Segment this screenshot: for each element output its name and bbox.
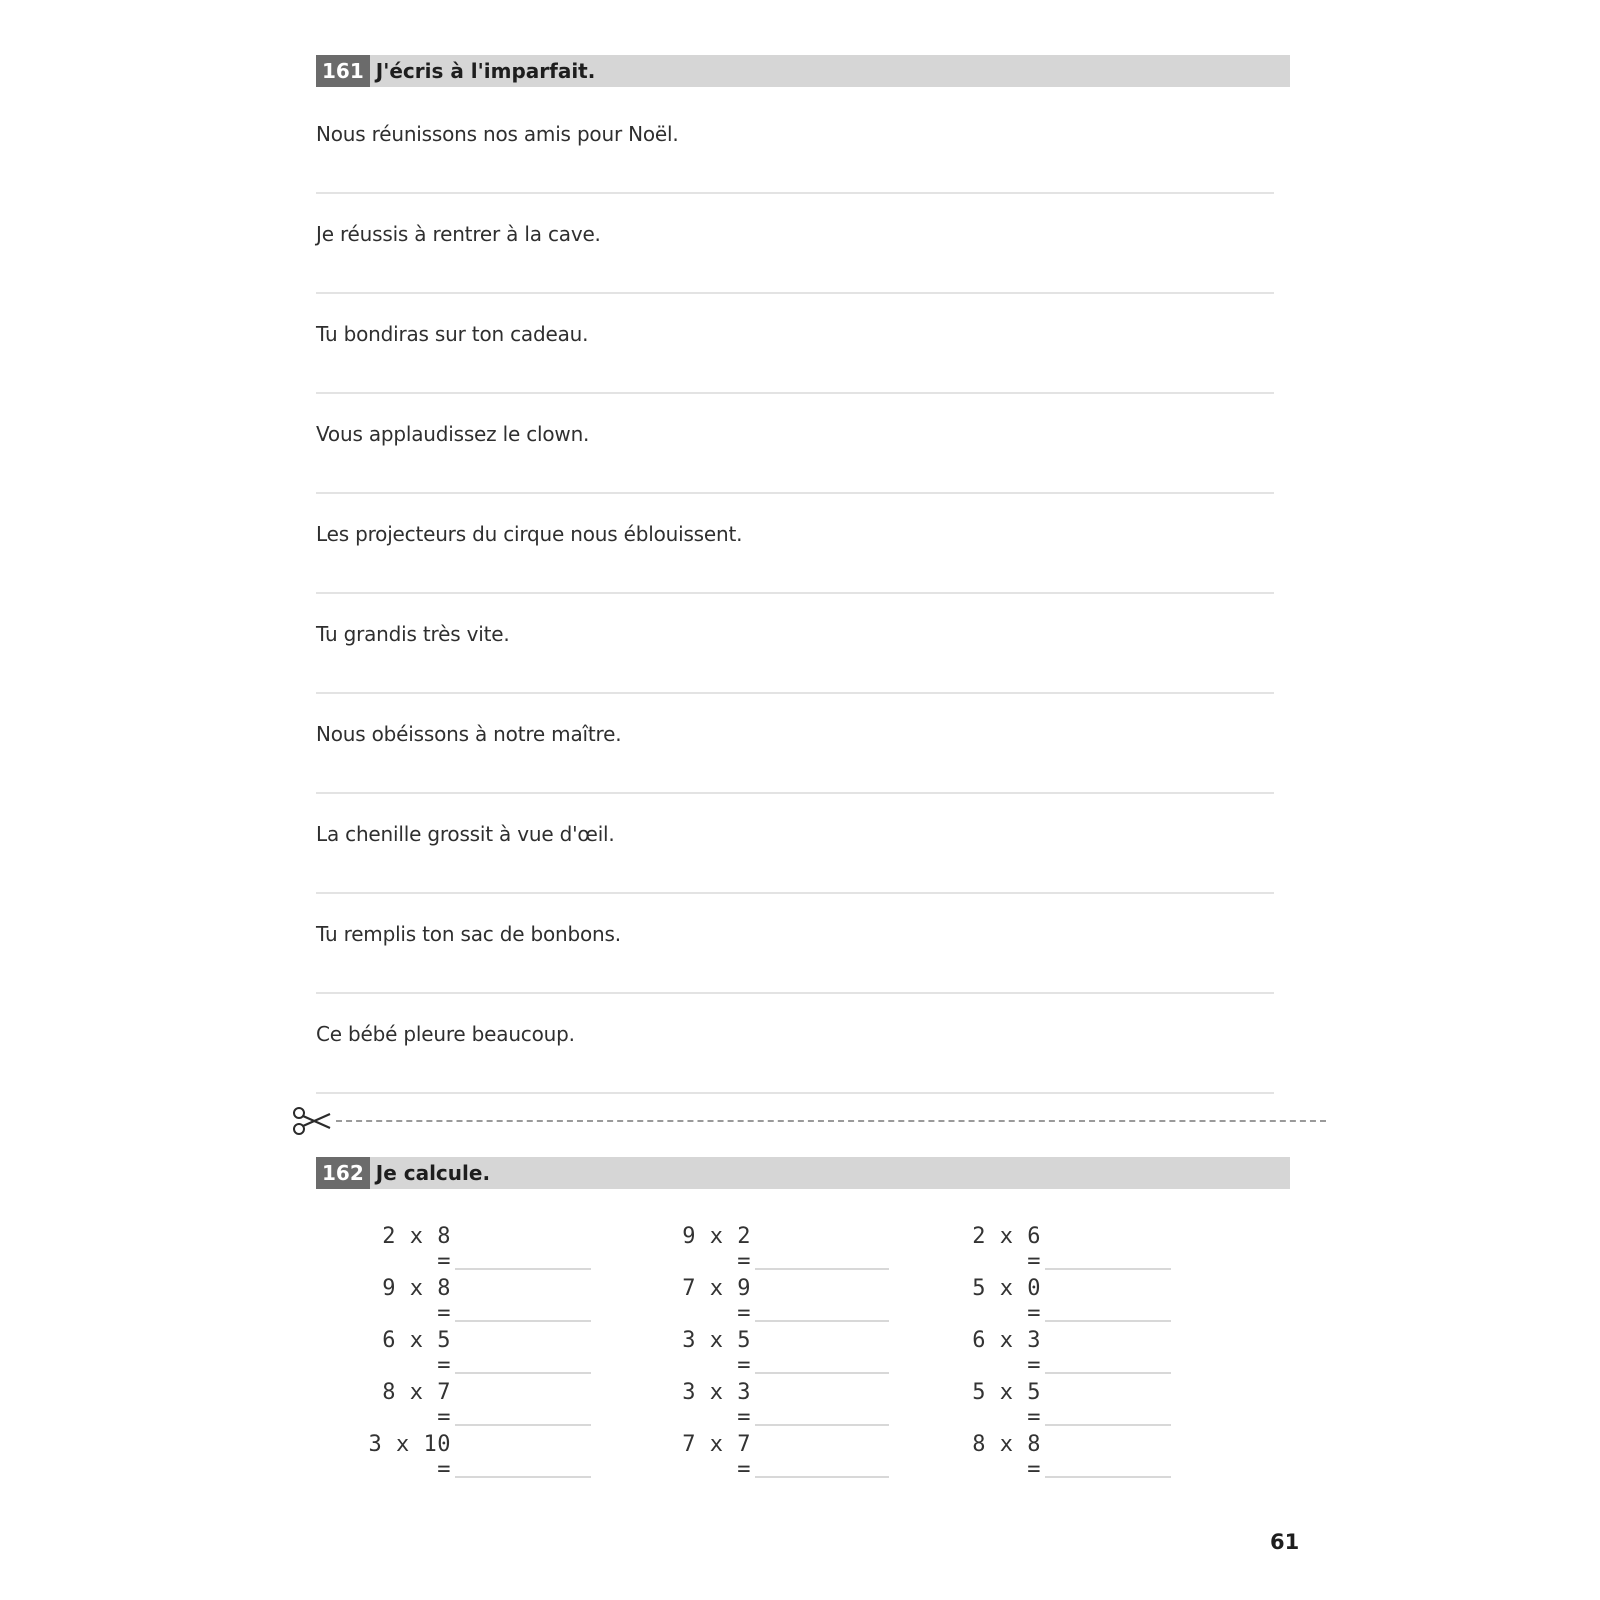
scissors-icon [290, 1106, 336, 1136]
calc-answer-line[interactable] [755, 1267, 889, 1270]
exercise-number: 161 [316, 55, 370, 87]
sentence-1: Nous réunissons nos amis pour Noël. [316, 122, 679, 146]
calc-item [946, 1276, 1171, 1326]
calc-expression: 7 x 9 = [682, 1276, 751, 1326]
calc-expression: 3 x 10 = [368, 1432, 451, 1482]
calc-item [656, 1432, 889, 1482]
dashed-cut-line [336, 1120, 1326, 1122]
calc-item [656, 1224, 889, 1274]
sentence-4: Vous applaudissez le clown. [316, 422, 590, 446]
calc-item [356, 1432, 591, 1482]
sentence-9: Tu remplis ton sac de bonbons. [316, 922, 621, 946]
calc-answer-line[interactable] [455, 1423, 591, 1426]
calc-expression: 5 x 5 = [972, 1380, 1041, 1430]
calc-answer-line[interactable] [455, 1319, 591, 1322]
answer-line-8[interactable] [316, 892, 1274, 894]
sentence-6: Tu grandis très vite. [316, 622, 510, 646]
calc-answer-line[interactable] [455, 1371, 591, 1374]
exercise-title: Je calcule. [375, 1161, 491, 1185]
calc-expression: 3 x 5 = [682, 1328, 751, 1378]
sentence-5: Les projecteurs du cirque nous éblouissent. [316, 522, 743, 546]
calc-item [356, 1276, 591, 1326]
calc-answer-line[interactable] [755, 1371, 889, 1374]
page-number: 61 [1270, 1530, 1300, 1554]
answer-line-9[interactable] [316, 992, 1274, 994]
calc-expression: 2 x 6 = [972, 1224, 1041, 1274]
calc-item [946, 1432, 1171, 1482]
calc-item [356, 1380, 591, 1430]
exercise-number: 162 [316, 1157, 370, 1189]
sentence-2: Je réussis à rentrer à la cave. [316, 222, 601, 246]
answer-line-1[interactable] [316, 192, 1274, 194]
calc-item [656, 1276, 889, 1326]
calc-expression: 8 x 7 = [382, 1380, 451, 1430]
calc-answer-line[interactable] [1045, 1319, 1171, 1322]
sentence-3: Tu bondiras sur ton cadeau. [316, 322, 589, 346]
calc-answer-line[interactable] [455, 1475, 591, 1478]
exercise-161-header [316, 55, 1290, 87]
cut-line [290, 1106, 1326, 1136]
calc-expression: 9 x 2 = [682, 1224, 751, 1274]
sentence-10: Ce bébé pleure beaucoup. [316, 1022, 575, 1046]
exercise-162-header [316, 1157, 1290, 1189]
answer-line-7[interactable] [316, 792, 1274, 794]
calc-answer-line[interactable] [1045, 1267, 1171, 1270]
calc-answer-line[interactable] [1045, 1475, 1171, 1478]
calc-item [356, 1224, 591, 1274]
calc-expression: 6 x 3 = [972, 1328, 1041, 1378]
calc-item [656, 1328, 889, 1378]
calc-expression: 7 x 7 = [682, 1432, 751, 1482]
calc-answer-line[interactable] [455, 1267, 591, 1270]
calc-item [356, 1328, 591, 1378]
calc-expression: 3 x 3 = [682, 1380, 751, 1430]
answer-line-5[interactable] [316, 592, 1274, 594]
answer-line-6[interactable] [316, 692, 1274, 694]
calc-answer-line[interactable] [755, 1319, 889, 1322]
answer-line-3[interactable] [316, 392, 1274, 394]
calc-answer-line[interactable] [1045, 1423, 1171, 1426]
sentence-7: Nous obéissons à notre maître. [316, 722, 622, 746]
calc-expression: 5 x 0 = [972, 1276, 1041, 1326]
calc-item [946, 1380, 1171, 1430]
exercise-title: J'écris à l'imparfait. [375, 59, 596, 83]
calc-item [656, 1380, 889, 1430]
calc-expression: 8 x 8 = [972, 1432, 1041, 1482]
answer-line-2[interactable] [316, 292, 1274, 294]
calc-item [946, 1224, 1171, 1274]
calc-answer-line[interactable] [755, 1423, 889, 1426]
calc-answer-line[interactable] [755, 1475, 889, 1478]
calc-item [946, 1328, 1171, 1378]
calc-expression: 6 x 5 = [382, 1328, 451, 1378]
sentence-8: La chenille grossit à vue d'œil. [316, 822, 615, 846]
calc-expression: 2 x 8 = [382, 1224, 451, 1274]
calc-expression: 9 x 8 = [382, 1276, 451, 1326]
calc-answer-line[interactable] [1045, 1371, 1171, 1374]
answer-line-10[interactable] [316, 1092, 1274, 1094]
answer-line-4[interactable] [316, 492, 1274, 494]
